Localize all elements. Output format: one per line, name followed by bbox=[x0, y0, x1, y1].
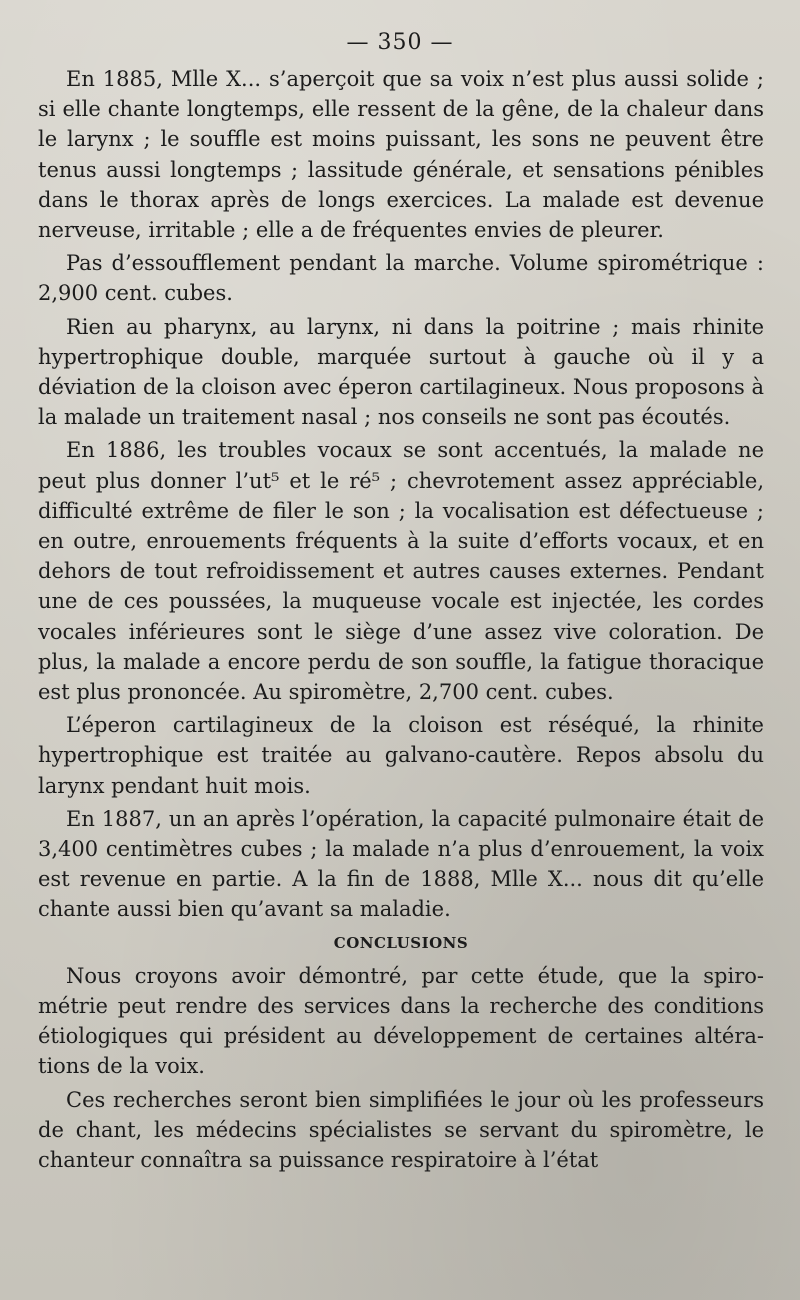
page-number: — 350 — bbox=[346, 30, 454, 55]
conclusion-paragraph-1: Nous croyons avoir démontré, par cette étude, que la spirométrie peut rendre des services dans la recherche des conditions étiologiques qui président au développement de certaines altérations de la voix. bbox=[38, 963, 764, 1079]
paragraph-1885: En 1885, Mlle X... s’aperçoit que sa voix n’est plus aussi solide ; si elle chante longtemps, elle ressent de la gêne, de la chaleur dans le larynx ; le souffle est moins puissant, les sons ne peuvent être tenus aussi longtemps ; lassitude générale, et sensations pénibles dans le thorax après de longs exercices. La malade est devenue nerveuse, irritable ; elle a de fréquentes envies de pleurer. bbox=[38, 67, 764, 243]
conclusion-paragraph-2: Ces recherches seront bien simplifiées le jour où les professeurs de chant, les médecins spécialistes se servant du spiromètre, le chanteur connaîtra sa puissance respiratoire à l’état bbox=[38, 1087, 764, 1172]
paragraph-1887: En 1887, un an après l’opération, la capacité pulmonaire était de 3,400 centimètres cubes ; la malade n’a plus d’enrouement, la voix est revenue en partie. A la fin de 1888, Mlle X... nous dit qu’elle chante aussi bien qu’avant sa maladie. bbox=[38, 806, 764, 922]
paragraph-examination: Rien au pharynx, au larynx, ni dans la poitrine ; mais rhinite hypertrophique double, marquée surtout à gauche où il y a déviation de la cloison avec éperon cartilagineux. Nous proposons à la malade un traitement nasal ; nos conseils ne sont pas écoutés. bbox=[38, 314, 764, 430]
paragraph-spirometry-1885: Pas d’essoufflement pendant la marche. Volume spirométrique : 2,900 cent. cubes. bbox=[38, 251, 764, 306]
conclusions-heading: CONCLUSIONS bbox=[333, 933, 469, 952]
paragraph-1886: En 1886, les troubles vocaux se sont accentués, la malade ne peut plus donner l’ut⁵ et le ré⁵ ; chevrotement assez appréciable, difficulté extrême de filer le son ; la vocalisation est défectueuse ; en outre, enrouements fréquents à la suite d’efforts vocaux, et en dehors de tout refroidissement et autres causes externes. Pendant une de ces poussées, la muqueuse vocale est injectée, les cordes vocales inférieures sont le siège d’une assez vive coloration. De plus, la malade a encore perdu de son souffle, la fatigue thoracique est plus prononcée. Au spiromètre, 2,700 cent. cubes. bbox=[38, 438, 764, 705]
body-text bbox=[38, 64, 764, 1178]
paragraph-treatment: L’éperon cartilagineux de la cloison est réséqué, la rhinite hypertrophique est traitée au galvano-cautère. Repos absolu du larynx pendant huit mois. bbox=[38, 713, 764, 798]
